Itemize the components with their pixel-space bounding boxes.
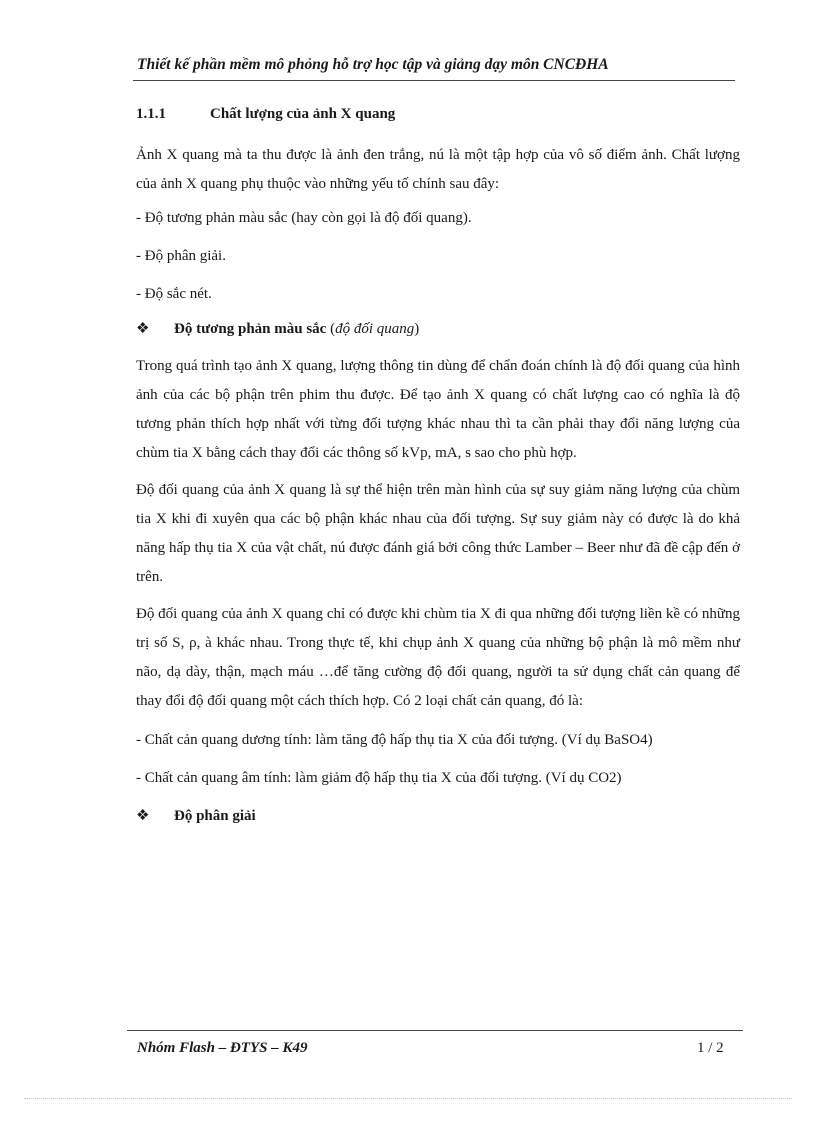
diamond-bullet-icon: ❖ [136, 321, 150, 337]
paren-close: ) [414, 321, 420, 337]
intro-paragraph: Ảnh X quang mà ta thu được là ảnh đen trắng, nú là một tập hợp của vô số điểm ảnh. Chất lượng của ảnh X quang phụ thuộc vào những yếu tố chính sau đây: [136, 147, 740, 192]
subsection-title: Độ tương phản màu sắc [174, 321, 327, 337]
page-content [136, 103, 740, 836]
page-number: 1 / 2 [697, 1040, 724, 1056]
factor-item: - Độ sắc nét. [136, 286, 212, 302]
factor-item: - Độ tương phản màu sắc (hay còn gọi là độ đối quang). [136, 210, 472, 226]
page-bottom-edge [24, 1098, 792, 1099]
subsection-title: Độ phân giải [174, 808, 256, 824]
subsection-note: độ đối quang [335, 321, 415, 337]
header-divider [133, 80, 735, 81]
page-header-title: Thiết kế phần mềm mô phỏng hỗ trợ học tập và giảng dạy môn CNCĐHA [137, 56, 609, 73]
subsection-heading-contrast [136, 318, 740, 340]
footer-divider [127, 1030, 743, 1031]
diamond-bullet-icon: ❖ [136, 808, 150, 824]
body-paragraph: - Chất cản quang âm tính: làm giảm độ hấp thụ tia X của đối tượng. (Ví dụ CO2) [136, 770, 622, 786]
section-number: 1.1.1 [136, 106, 166, 122]
subsection-heading-resolution [136, 805, 740, 827]
paren-open: ( [326, 321, 336, 337]
body-paragraph: Độ đối quang của ảnh X quang chỉ có được khi chùm tia X đi qua những đối tượng liền kề có những trị số S, ρ, à khác nhau. Trong thực tế, khi chụp ảnh X quang của những bộ phận là mô mềm như não, dạ dày, thận, mạch máu …để tăng cường độ đối quang, người ta sử dụng chất cản quang để thay đổi độ đối quang một cách thích hợp. Có 2 loại chất cản quang, đó là: [136, 606, 740, 709]
section-heading [136, 103, 740, 125]
section-title: Chất lượng của ảnh X quang [210, 106, 396, 122]
factor-item: - Độ phân giải. [136, 248, 226, 264]
body-paragraph: - Chất cản quang dương tính: làm tăng độ hấp thụ tia X của đối tượng. (Ví dụ BaSO4) [136, 732, 653, 748]
body-paragraph: Độ đối quang của ảnh X quang là sự thể hiện trên màn hình của sự suy giảm năng lượng của chùm tia X khi đi xuyên qua các bộ phận khác nhau của đối tượng. Sự suy giảm này có được là do khả năng hấp thụ tia X của vật chất, nú được đánh giá bởi công thức Lamber – Beer như đã đề cập đến ở trên. [136, 482, 740, 585]
footer-group-name: Nhóm Flash – ĐTYS – K49 [137, 1040, 308, 1056]
body-paragraph: Trong quá trình tạo ảnh X quang, lượng thông tin dùng để chẩn đoán chính là độ đối quang của hình ảnh của các bộ phận trên phim thu được. Để tạo ảnh X quang có chất lượng cao có nghĩa là độ tương phản thích hợp nhất với từng đối tượng khác nhau thì ta cần phải thay đổi năng lượng của chùm tia X bằng cách thay đổi các thông số kVp, mA, s sao cho phù hợp. [136, 358, 740, 461]
